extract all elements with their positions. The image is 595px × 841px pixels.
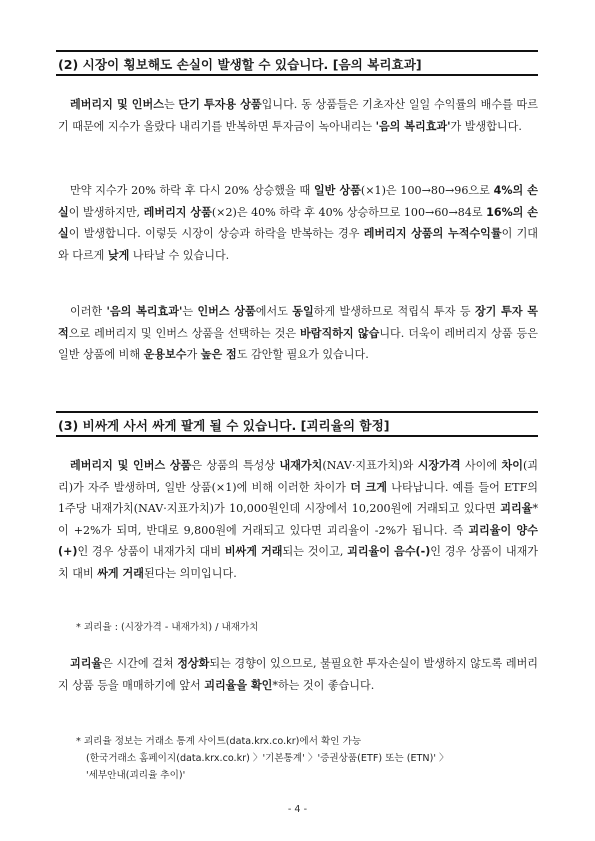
text-bold: 일반 상품 — [313, 184, 361, 197]
text: 되는 경향이 있으므로, 불필요한 투자손실이 발생하지 않도록 레버리지 상품 등을 매매하기에 앞서 — [58, 657, 538, 692]
paragraph-short-term-product — [58, 94, 538, 137]
text: 되는 것이고, — [282, 545, 348, 559]
text: 입니다. 동 상품들은 기초자산 일일 수익률의 배수를 따르기 때문에 지수가 올랐다 내리기를 반복하면 투자금이 녹아내리는 — [58, 98, 538, 133]
text: 는 — [163, 98, 179, 111]
footnote-data-source — [76, 733, 538, 784]
text: 은 상품의 특성상 — [191, 459, 280, 472]
text-bold: 레버리지 및 인버스 상품 — [70, 459, 192, 472]
section-heading-disparity-trap: (3) 비싸게 사서 싸게 팔게 될 수 있습니다. [괴리율의 함정] — [56, 411, 538, 437]
text-bold: 괴리율이 양수(+) — [58, 523, 538, 559]
text: 인 경우 상품이 내재가치 대비 — [58, 545, 538, 580]
text: 인 경우 상품이 내재가치 대비 — [77, 545, 225, 559]
text-bold: '음의 복리효과' — [106, 305, 183, 318]
text-bold: 싸게 거래 — [97, 566, 144, 580]
text-bold: 단기 투자용 상품 — [178, 98, 262, 111]
text-bold: 레버리지 상품의 누적수익률 — [363, 227, 502, 241]
text-bold: 내재가치 — [279, 459, 323, 472]
text-bold: 레버리지 상품 — [143, 205, 212, 219]
footnote-disparity-formula: * 괴리율 : (시장가격 - 내재가치) / 내재가치 — [76, 622, 259, 633]
text-bold: 차이 — [501, 459, 523, 472]
footnote-line: (한국거래소 홈페이지(data.krx.co.kr) 〉'기본통계' 〉'증권상품(ETF) 또는 (ETN)' 〉 — [86, 753, 449, 764]
text-bold: 정상화 — [177, 657, 210, 670]
text: (×2)은 40% 하락 후 40% 상승하므로 100→60→84로 — [211, 205, 487, 219]
text: 하게 발생하므로 적립식 투자 등 — [313, 305, 475, 318]
text: 으로 레버리지 및 인버스 상품을 선택하는 것은 — [68, 326, 301, 340]
text-bold: 괴리율이 음수(-) — [347, 545, 431, 559]
text: 도 감안할 필요가 있습니다. — [236, 348, 369, 362]
section-heading-negative-compounding: (2) 시장이 횡보해도 손실이 발생할 수 있습니다. [음의 복리효과] — [56, 50, 538, 76]
text: 만약 지수가 20% 하락 후 다시 20% 상승했을 때 — [70, 184, 314, 197]
text-bold: 괴리율 — [70, 657, 103, 670]
text: 된다는 의미입니다. — [143, 566, 237, 580]
text-bold: 장기 투자 목적 — [58, 305, 538, 340]
text: 나타날 수 있습니다. — [129, 248, 230, 262]
text: 이 발생하지만, — [68, 205, 144, 219]
footnote-line: * 괴리율 정보는 거래소 통계 사이트(data.krx.co.kr)에서 확인 가능 — [76, 736, 362, 747]
text: (괴리)가 자주 발생하며, 일반 상품(×1)에 비해 이러한 차이가 — [58, 459, 538, 494]
text: 가 발생합니다. — [450, 119, 522, 133]
text-bold: 동일 — [292, 305, 314, 318]
text: 이 기대와 다르게 — [58, 227, 538, 262]
text: 나타납니다. 예를 들어 ETF의 1주당 내재가치(NAV·지표가치)가 10,000원인데 시장에서 10,200원에 거래되고 있다면 — [58, 480, 538, 516]
text: 사이에 — [460, 459, 502, 472]
footnote-line: '세부안내(괴리율 추이)' — [86, 770, 186, 781]
text: (×1)은 100→80→96으로 — [360, 184, 494, 197]
paragraph-disparity-explanation — [58, 455, 538, 585]
text: 이 발생합니다. 이렇듯 시장이 상승과 하락을 반복하는 경우 — [68, 227, 364, 241]
text: (NAV·지표가치)와 — [322, 459, 418, 472]
text-bold: 인버스 상품 — [197, 305, 256, 318]
text-bold: 비싸게 거래 — [224, 545, 283, 559]
text-bold: 4%의 손실 — [58, 184, 538, 219]
text: 니다. 더욱이 레버리지 상품 등은 일반 상품에 비해 — [58, 326, 538, 362]
text: *하는 것이 좋습니다. — [272, 678, 375, 692]
paragraph-check-disparity — [58, 653, 538, 696]
text: 에서도 — [255, 305, 293, 318]
text-bold: '음의 복리효과' — [375, 119, 451, 133]
text-bold: 괴리율을 확인 — [204, 678, 273, 692]
text: 가 — [186, 348, 201, 362]
text: 은 시간에 걸쳐 — [102, 657, 178, 670]
text-bold: 낮게 — [107, 248, 130, 262]
text-bold: 괴리율 — [500, 502, 533, 516]
paragraph-inverse-effect — [58, 301, 538, 366]
paragraph-loss-example — [58, 180, 538, 266]
text-bold: 레버리지 및 인버스 — [70, 98, 164, 111]
text-bold: 더 크게 — [350, 480, 387, 494]
text-bold: 시장가격 — [417, 459, 461, 472]
text-bold: 16%의 손실 — [58, 205, 538, 241]
text: 이러한 — [70, 305, 107, 318]
page-number: - 4 - — [287, 804, 308, 815]
text-bold: 높은 점 — [200, 348, 237, 362]
text-bold: 바람직하지 않습 — [300, 326, 380, 340]
text: *이 +2%가 되며, 반대로 9,800원에 거래되고 있다면 괴리율이 -2%가 됩니다. 즉 — [58, 502, 538, 537]
text: 는 — [182, 305, 198, 318]
text-bold: 운용보수 — [143, 348, 187, 362]
